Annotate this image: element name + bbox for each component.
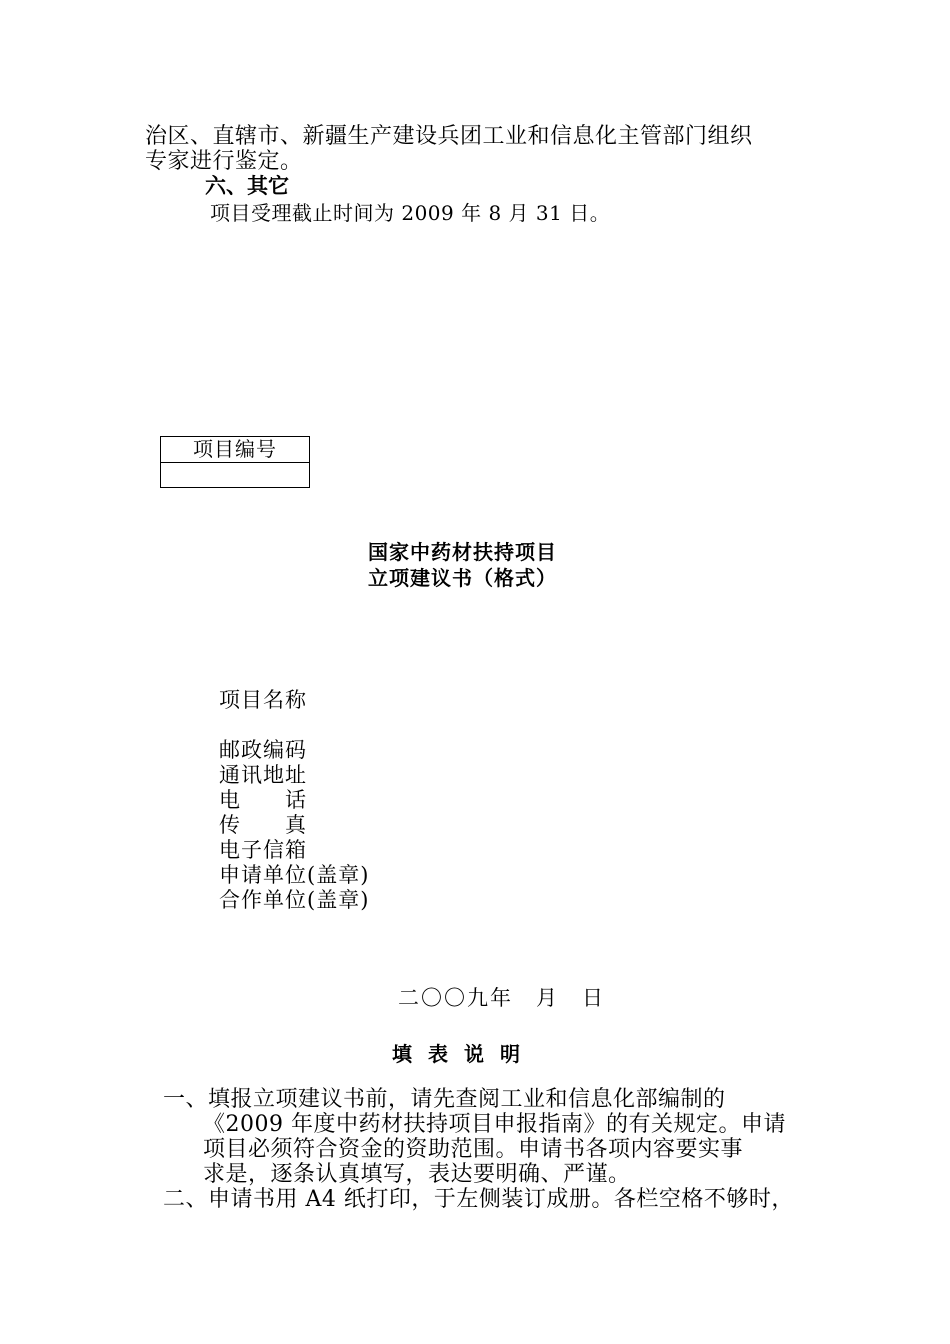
cover-title-line-2: 立项建议书（格式） <box>368 566 557 590</box>
project-code-value <box>161 463 309 488</box>
field-partner-unit: 合作单位(盖章) <box>219 888 370 912</box>
instruction-1-line-4: 求是，逐条认真填写，表达要明确、严谨。 <box>203 1162 631 1187</box>
section-heading-other: 六、其它 <box>205 174 289 198</box>
field-fax: 传 真 <box>219 813 307 837</box>
cover-title-line-1: 国家中药材扶持项目 <box>368 540 557 564</box>
deadline-text: 项目受理截止时间为 2009 年 8 月 31 日。 <box>210 201 611 225</box>
intro-line-1: 治区、直辖市、新疆生产建设兵团工业和信息化主管部门组织 <box>145 124 753 149</box>
field-address: 通讯地址 <box>219 763 307 787</box>
cover-date: 二〇〇九年 月 日 <box>398 986 605 1010</box>
instruction-1-line-3: 项目必须符合资金的资助范围。申请书各项内容要实事 <box>203 1137 744 1162</box>
field-email: 电子信箱 <box>219 838 307 862</box>
field-applicant-unit: 申请单位(盖章) <box>219 863 370 887</box>
project-code-label: 项目编号 <box>161 437 309 463</box>
project-code-box <box>160 436 310 488</box>
field-project-name: 项目名称 <box>219 688 307 712</box>
instruction-1-line-1: 一、填报立项建议书前，请先查阅工业和信息化部编制的 <box>163 1087 726 1112</box>
intro-line-2: 专家进行鉴定。 <box>145 149 303 174</box>
field-postal-code: 邮政编码 <box>219 738 307 762</box>
instruction-1-line-2: 《2009 年度中药材扶持项目申报指南》的有关规定。申请 <box>203 1112 786 1137</box>
field-phone: 电 话 <box>219 788 307 812</box>
instructions-heading: 填表说明 <box>392 1042 536 1066</box>
instruction-2-line-1: 二、申请书用 A4 纸打印，于左侧装订成册。各栏空格不够时， <box>163 1187 794 1212</box>
